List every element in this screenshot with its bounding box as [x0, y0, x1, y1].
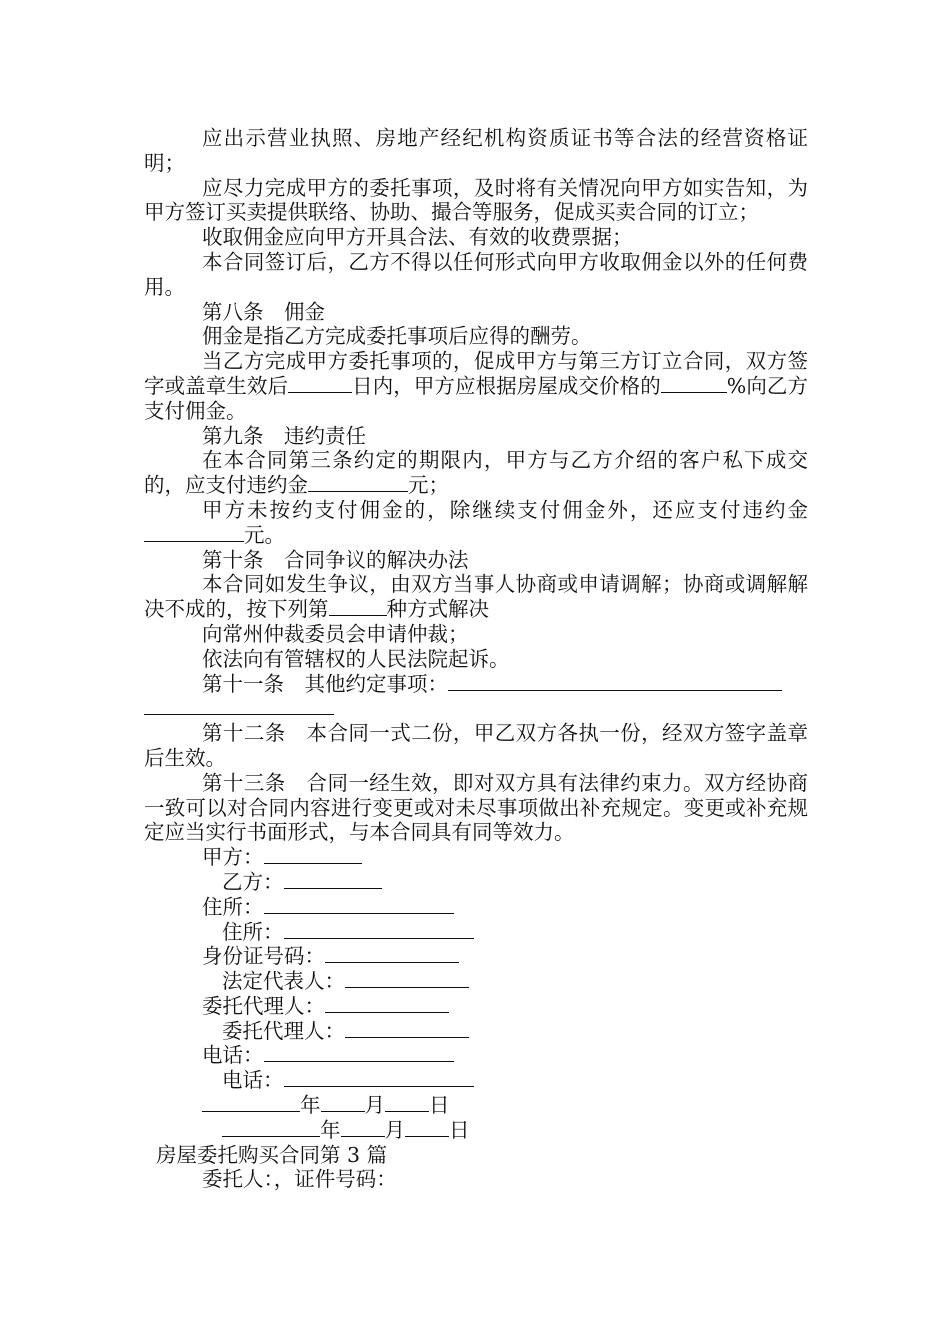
date-b-day: 日 [449, 1117, 470, 1142]
date-a-month-blank [321, 1093, 365, 1112]
phone-b-line [144, 1068, 808, 1093]
party-b-blank [284, 870, 382, 889]
article-12: 第十二条 本合同一式二份，甲乙双方各执一份，经双方签字盖章后生效。 [144, 721, 808, 770]
address-b-blank [284, 920, 474, 939]
clause-best-effort: 应尽力完成甲方的委托事项，及时将有关情况向甲方如实告知，为甲方签订买卖提供联络、协助、撮合等服务，促成买卖合同的订立； [144, 175, 808, 225]
arbitration-option: 向常州仲裁委员会申请仲裁； [202, 621, 469, 646]
date-a-year: 年 [300, 1093, 321, 1118]
commission-text-a: 当乙方完成甲方委托事项的，促成甲方与第三方订立合同，双方签字或盖章生效后 [144, 349, 808, 398]
id-number-blank [325, 944, 459, 963]
percent-blank [661, 374, 727, 393]
date-a-line [144, 1093, 808, 1118]
address-a-blank [264, 895, 454, 914]
principal-line: 委托人：，证件号码： [202, 1167, 397, 1192]
penalty-text-a: 在本合同第三条约定的期限内，甲方与乙方介绍的客户私下成交的，应支付违约金 [144, 448, 808, 498]
date-b-day-blank [405, 1118, 449, 1137]
article-10-heading: 第十条 合同争议的解决办法 [202, 547, 469, 572]
article-8-heading: 第八条 佣金 [202, 299, 325, 324]
date-a-day: 日 [429, 1093, 450, 1118]
phone-b-label: 电话： [222, 1068, 284, 1093]
commission-text-c: %向乙方支付佣金。 [144, 373, 809, 423]
commission-text-b: 日内，甲方应根据房屋成交价格的 [352, 373, 661, 398]
method-number-blank [329, 597, 387, 616]
date-a-month: 月 [364, 1093, 385, 1118]
party-a-blank [264, 845, 362, 864]
date-a-year-blank [202, 1093, 300, 1112]
article-11-text: 第十一条 其他约定事项： [202, 671, 448, 696]
article-13: 第十三条 合同一经生效，即对双方具有法律约束力。双方经协商一致可以对合同内容进行变更或对未尽事项做出补充规定。变更或补充规定应当实行书面形式，与本合同具有同等效力。 [144, 770, 808, 845]
penalty-amount-blank [308, 473, 408, 492]
late-text-a: 甲方未按约支付佣金的，除继续支付佣金外，还应支付违约金 [202, 497, 808, 522]
agent-a-line [144, 994, 808, 1019]
date-b-year: 年 [320, 1117, 341, 1142]
legal-rep-blank [345, 969, 469, 988]
address-a-line [144, 895, 808, 920]
agent-b-line [144, 1019, 808, 1044]
clause-qualification: 应出示营业执照、房地产经纪机构资质证书等合法的经营资格证明； [144, 126, 808, 175]
other-terms-blank-2 [144, 696, 334, 715]
legal-rep-line [144, 969, 808, 994]
court-option: 依法向有管辖权的人民法院起诉。 [202, 646, 510, 671]
agent-a-blank [325, 994, 449, 1013]
private-deal-penalty [144, 448, 808, 498]
id-number-line [144, 944, 808, 969]
dispute-text-a: 本合同如发生争议，由双方当事人协商或申请调解；协商或调解解决不成的，按下列第 [144, 572, 808, 622]
other-terms-blank-1 [448, 672, 782, 691]
address-b-line [144, 920, 808, 945]
dispute-resolution [144, 572, 808, 622]
id-number-label: 身份证号码： [202, 944, 325, 969]
clause-no-extra-fees: 本合同签订后，乙方不得以任何形式向甲方收取佣金以外的任何费用。 [144, 249, 808, 299]
address-b-label: 住所： [222, 919, 284, 944]
agent-a-label: 委托代理人： [202, 993, 325, 1018]
penalty-text-b: 元； [408, 473, 449, 498]
clause-receipt: 收取佣金应向甲方开具合法、有效的收费票据； [202, 225, 633, 250]
late-amount-blank [144, 523, 244, 542]
date-b-line [144, 1118, 808, 1143]
phone-a-label: 电话： [202, 1043, 264, 1068]
address-a-label: 住所： [202, 894, 264, 919]
party-a-label: 甲方： [202, 845, 264, 870]
contract-body [144, 126, 808, 1192]
agent-b-label: 委托代理人： [222, 1018, 345, 1043]
days-blank [288, 374, 352, 393]
party-b-line [144, 870, 808, 895]
article-9-heading: 第九条 违约责任 [202, 423, 366, 448]
legal-rep-label: 法定代表人： [222, 969, 345, 994]
date-b-year-blank [222, 1118, 320, 1137]
late-commission-penalty [144, 498, 808, 548]
agent-b-blank [345, 1019, 469, 1038]
party-b-label: 乙方： [222, 869, 284, 894]
phone-a-line [144, 1043, 808, 1068]
commission-payment [144, 349, 808, 423]
phone-b-blank [284, 1068, 474, 1087]
date-b-month: 月 [384, 1117, 405, 1142]
late-text-b: 元。 [244, 522, 285, 547]
article-11 [144, 672, 808, 722]
phone-a-blank [264, 1043, 454, 1062]
date-b-month-blank [341, 1118, 385, 1137]
dispute-text-b: 种方式解决 [386, 597, 489, 622]
party-a-line [144, 845, 808, 870]
section-3-title: 房屋委托购买合同第 3 篇 [156, 1142, 388, 1167]
date-a-day-blank [385, 1093, 429, 1112]
commission-definition: 佣金是指乙方完成委托事项后应得的酬劳。 [202, 324, 592, 349]
